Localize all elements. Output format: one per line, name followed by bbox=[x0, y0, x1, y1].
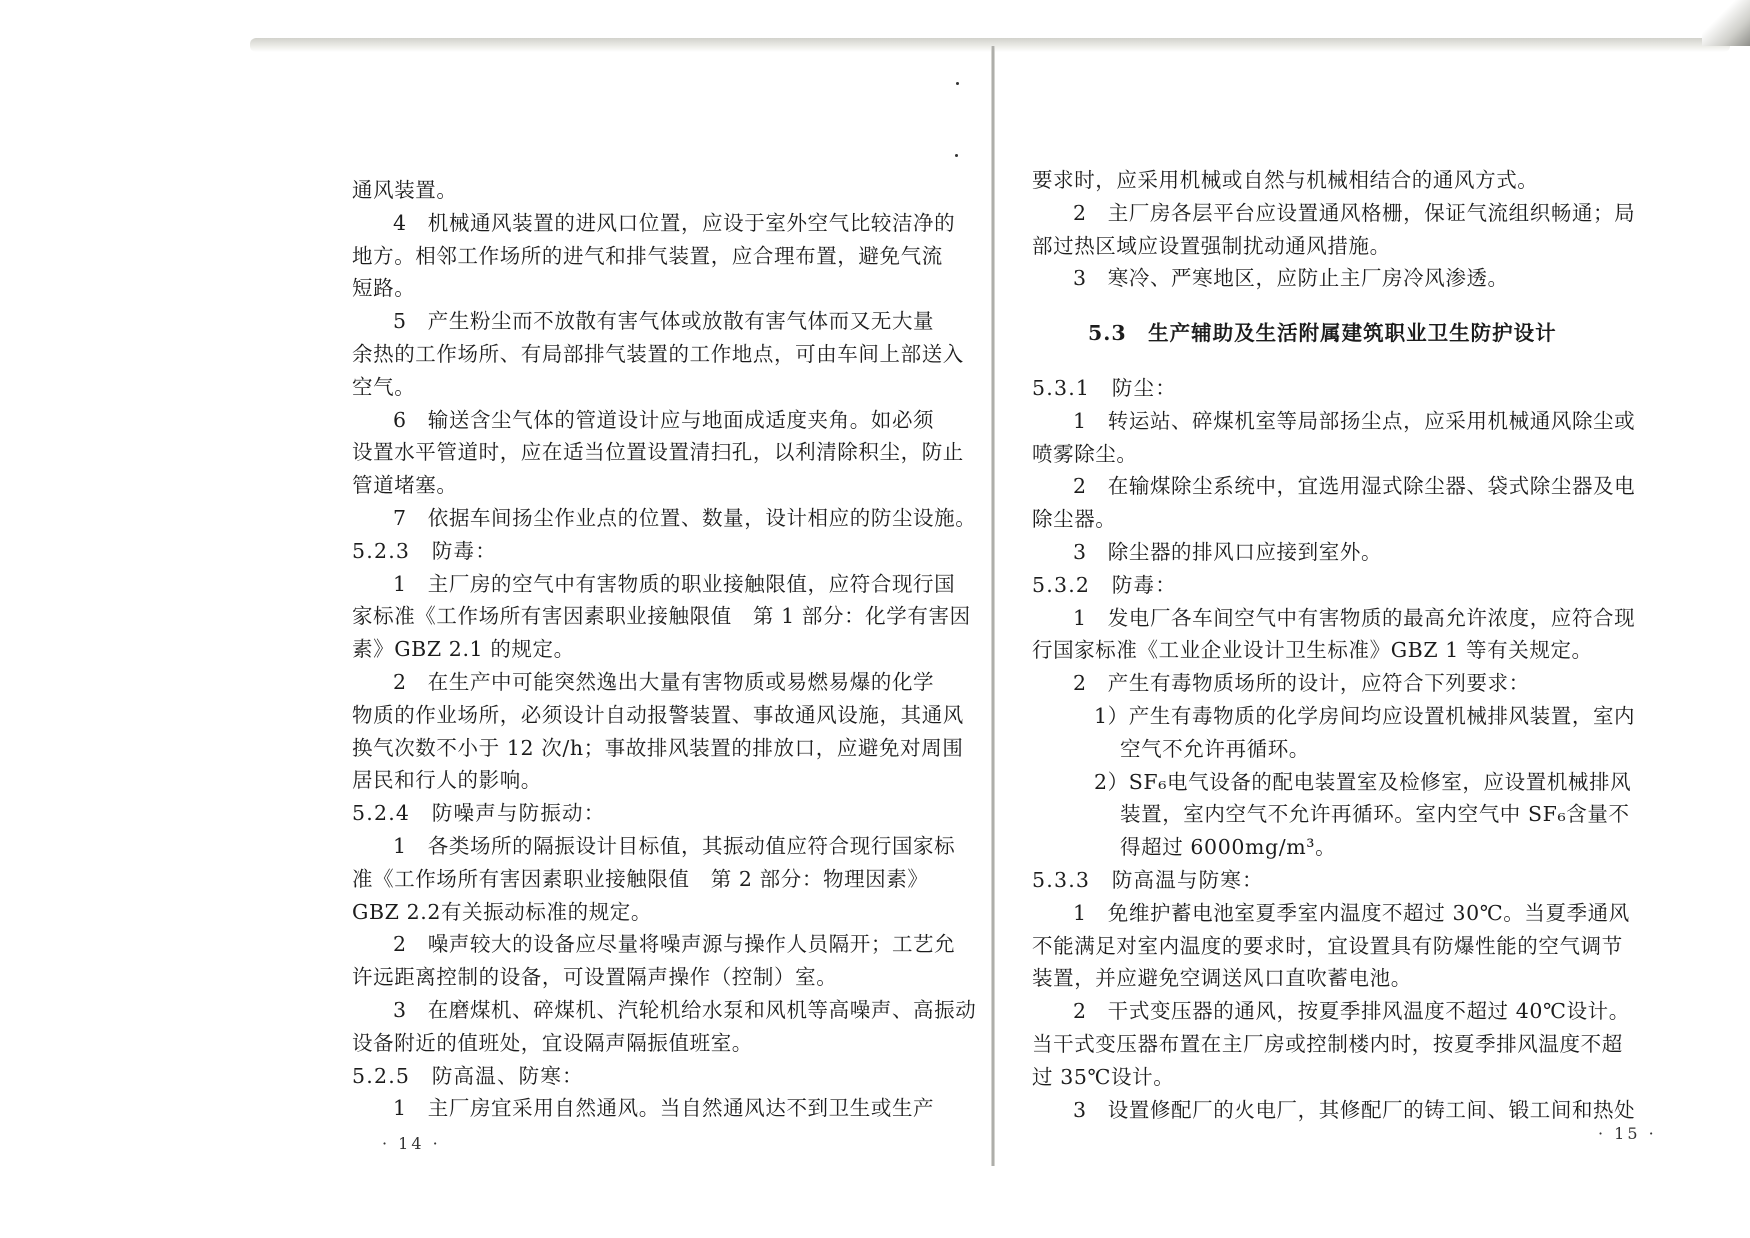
text-line: 部过热区域应设置强制扰动通风措施。 bbox=[1032, 233, 1391, 258]
text-line: 2 在输煤除尘系统中，宜选用湿式除尘器、袋式除尘器及电 bbox=[1073, 474, 1636, 499]
text-line: 得超过 6000mg/m³。 bbox=[1120, 835, 1337, 860]
text-line: 准《工作场所有害因素职业接触限值 第 2 部分：物理因素》 bbox=[352, 866, 929, 891]
page-top-shadow bbox=[250, 38, 1730, 52]
scan-speck bbox=[955, 154, 958, 157]
text-line: 要求时，应采用机械或自然与机械相结合的通风方式。 bbox=[1032, 168, 1539, 192]
text-line: 1 免维护蓄电池室夏季室内温度不超过 30℃。当夏季通风 bbox=[1073, 900, 1630, 925]
text-line: 居民和行人的影响。 bbox=[352, 768, 542, 793]
text-line: 设备附近的值班处，宜设隔声隔振值班室。 bbox=[352, 1030, 753, 1055]
text-line: 1 发电厂各车间空气中有害物质的最高允许浓度，应符合现 bbox=[1073, 605, 1636, 630]
page-corner-curl bbox=[1702, 0, 1750, 46]
text-line: 3 设置修配厂的火电厂，其修配厂的铸工间、锻工间和热处 bbox=[1073, 1097, 1636, 1122]
text-line: 6 输送含尘气体的管道设计应与地面成适度夹角。如必须 bbox=[393, 407, 935, 432]
text-line: 家标准《工作场所有害因素职业接触限值 第 1 部分：化学有害因 bbox=[352, 604, 971, 629]
clause-heading: 5.2.3 防毒： bbox=[352, 538, 497, 563]
text-line: 2 噪声较大的设备应尽量将噪声源与操作人员隔开；工艺允 bbox=[393, 932, 956, 957]
text-line: 管道堵塞。 bbox=[352, 473, 458, 498]
left-page-number: · 14 · bbox=[382, 1134, 441, 1153]
scan-speck bbox=[956, 82, 959, 85]
text-line: 2 干式变压器的通风，按夏季排风温度不超过 40℃设计。 bbox=[1073, 999, 1630, 1024]
text-line: 1 主厂房宜采用自然通风。当自然通风达不到卫生或生产 bbox=[393, 1096, 935, 1121]
text-line: 短路。 bbox=[352, 276, 416, 301]
text-line: 4 机械通风装置的进风口位置，应设于室外空气比较洁净的 bbox=[393, 210, 956, 235]
text-line: 设置水平管道时，应在适当位置设置清扫孔，以利清除积尘，防止 bbox=[352, 440, 964, 465]
text-line: 3 除尘器的排风口应接到室外。 bbox=[1073, 539, 1383, 564]
text-line: 装置，并应避免空调送风口直吹蓄电池。 bbox=[1032, 966, 1412, 991]
text-line: 空气不允许再循环。 bbox=[1120, 736, 1310, 761]
text-line: 许远距离控制的设备，可设置隔声操作（控制）室。 bbox=[352, 965, 838, 990]
text-line: 喷雾除尘。 bbox=[1032, 441, 1138, 466]
text-line: 2 产生有毒物质场所的设计，应符合下列要求： bbox=[1073, 671, 1530, 696]
clause-heading: 5.3.3 防高温与防寒： bbox=[1032, 867, 1264, 892]
text-line: 物质的作业场所，必须设计自动报警装置、事故通风设施，其通风 bbox=[352, 702, 964, 727]
book-gutter bbox=[991, 46, 995, 1166]
text-line: 不能满足对室内温度的要求时，宜设置具有防爆性能的空气调节 bbox=[1032, 933, 1623, 958]
clause-heading: 5.2.5 防高温、防寒： bbox=[352, 1063, 584, 1088]
text-line: 过 35℃设计。 bbox=[1032, 1064, 1175, 1089]
right-page-body bbox=[1032, 164, 1670, 1126]
clause-heading: 5.2.4 防噪声与防振动： bbox=[352, 801, 606, 826]
text-line: 2 主厂房各层平台应设置通风格栅，保证气流组织畅通；局 bbox=[1073, 200, 1636, 225]
right-page-number: · 15 · bbox=[1598, 1124, 1657, 1143]
left-page-body bbox=[352, 174, 977, 1125]
text-line: 2 在生产中可能突然逸出大量有害物质或易燃易爆的化学 bbox=[393, 669, 935, 694]
text-line: 1）产生有毒物质的化学房间均应设置机械排风装置，室内 bbox=[1094, 703, 1636, 728]
text-line: 当干式变压器布置在主厂房或控制楼内时，按夏季排风温度不超 bbox=[1032, 1031, 1623, 1056]
text-line: 空气。 bbox=[352, 374, 416, 399]
text-line: 1 主厂房的空气中有害物质的职业接触限值，应符合现行国 bbox=[393, 571, 956, 596]
section-gap bbox=[1032, 295, 1670, 317]
text-line: GBZ 2.2有关振动标准的规定。 bbox=[352, 899, 653, 924]
text-line: 余热的工作场所、有局部排气装置的工作地点，可由车间上部送入 bbox=[352, 341, 964, 366]
text-line: 5 产生粉尘而不放散有害气体或放散有害气体而又无大量 bbox=[393, 309, 935, 334]
text-line: 换气次数不小于 12 次/h；事故排风装置的排放口，应避免对周围 bbox=[352, 735, 964, 760]
text-line: 行国家标准《工业企业设计卫生标准》GBZ 1 等有关规定。 bbox=[1032, 638, 1593, 663]
text-line: 素》GBZ 2.1 的规定。 bbox=[352, 637, 575, 662]
clause-heading: 5.3.1 防尘： bbox=[1032, 375, 1177, 400]
section-gap bbox=[1032, 350, 1670, 372]
text-line: 2）SF₆电气设备的配电装置室及检修室，应设置机械排风 bbox=[1094, 769, 1632, 794]
text-line: 7 依据车间扬尘作业点的位置、数量，设计相应的防尘设施。 bbox=[393, 505, 977, 530]
clause-heading: 5.3.2 防毒： bbox=[1032, 572, 1177, 597]
text-line: 除尘器。 bbox=[1032, 507, 1117, 532]
section-heading: 5.3 生产辅助及生活附属建筑职业卫生防护设计 bbox=[1088, 321, 1557, 346]
text-line: 地方。相邻工作场所的进气和排气装置，应合理布置，避免气流 bbox=[352, 243, 943, 268]
text-line: 通风装置。 bbox=[352, 178, 458, 202]
text-line: 装置，室内空气不允许再循环。室内空气中 SF₆含量不 bbox=[1120, 802, 1630, 827]
text-line: 3 寒冷、严寒地区，应防止主厂房冷风渗透。 bbox=[1073, 266, 1509, 291]
text-line: 1 各类场所的隔振设计目标值，其振动值应符合现行国家标 bbox=[393, 833, 956, 858]
text-line: 1 转运站、碎煤机室等局部扬尘点，应采用机械通风除尘或 bbox=[1073, 408, 1636, 433]
text-line: 3 在磨煤机、碎煤机、汽轮机给水泵和风机等高噪声、高振动 bbox=[393, 997, 977, 1022]
